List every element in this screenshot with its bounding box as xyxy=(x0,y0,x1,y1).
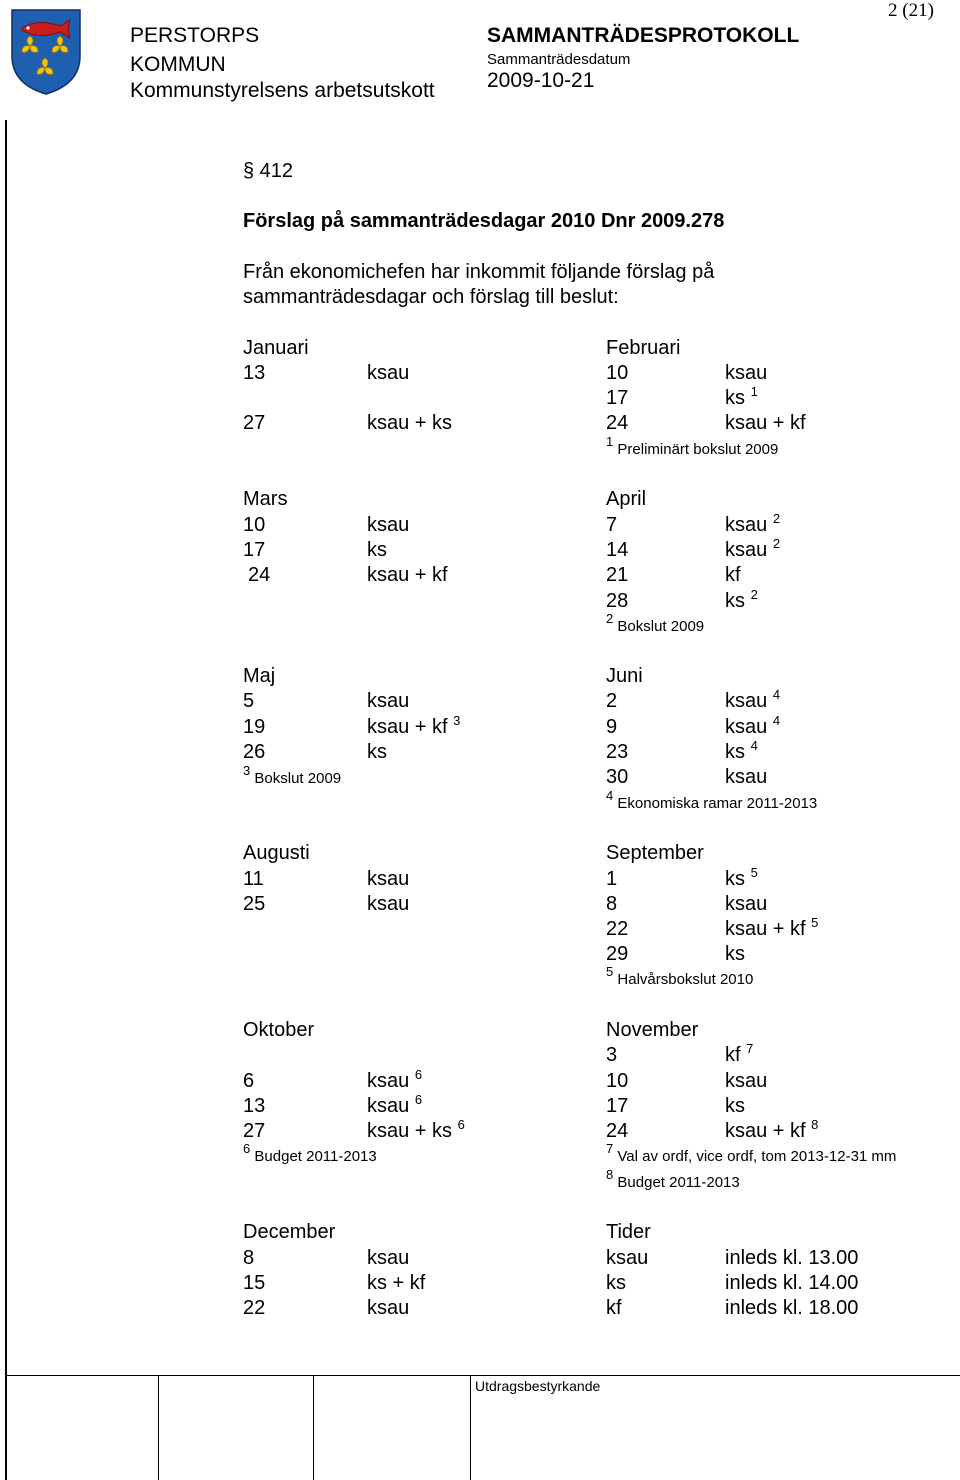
intro-text-line2: sammanträdesdagar och förslag till beslut: xyxy=(243,286,619,308)
date-day: 27 xyxy=(243,1120,266,1142)
footer-divider-2 xyxy=(313,1375,314,1480)
meeting-body: kf xyxy=(606,1297,622,1319)
footer-line xyxy=(5,1375,960,1376)
date-day: 28 xyxy=(606,590,629,612)
date-day: 22 xyxy=(606,918,629,940)
date-day: 14 xyxy=(606,539,629,561)
month-maj: Maj xyxy=(243,665,276,687)
date-day: 29 xyxy=(606,943,629,965)
meeting-type: ksau $^6$ xyxy=(367,1067,423,1092)
date-day: 24 xyxy=(606,1120,629,1142)
meeting-type: ksau $^6$ xyxy=(367,1092,423,1117)
footer-divider-3 xyxy=(470,1375,471,1480)
date-day: 24 xyxy=(248,564,271,586)
meeting-type: ks + kf xyxy=(367,1272,426,1294)
meeting-type: ksau + kf xyxy=(367,564,448,586)
date-day: 26 xyxy=(243,741,266,763)
start-time: inleds kl. 18.00 xyxy=(725,1297,859,1319)
date-day: 10 xyxy=(243,514,266,536)
meeting-type: ksau $^4$ xyxy=(725,713,781,738)
meeting-type: ksau xyxy=(367,362,410,384)
meeting-type: ksau xyxy=(367,514,410,536)
org-name-line2: KOMMUN xyxy=(130,53,226,76)
meeting-type: ksau + kf $^8$ xyxy=(725,1117,819,1142)
meeting-body: ks xyxy=(606,1272,626,1294)
date-day: 10 xyxy=(606,362,629,384)
date-day: 9 xyxy=(606,716,618,738)
start-time: inleds kl. 13.00 xyxy=(725,1247,859,1269)
date-day: 11 xyxy=(243,868,264,890)
meeting-type: kf $^7$ xyxy=(725,1041,754,1066)
section-title: Förslag på sammanträdesdagar 2010 Dnr 2009.278 xyxy=(243,210,725,232)
date-day: 15 xyxy=(243,1272,266,1294)
month-april: April xyxy=(606,488,647,510)
month-oktober: Oktober xyxy=(243,1019,315,1041)
footnote: $^3$ Bokslut 2009 xyxy=(243,763,342,787)
meeting-type: ksau + kf $^5$ xyxy=(725,915,819,940)
start-time: inleds kl. 14.00 xyxy=(725,1272,859,1294)
meeting-type: ksau $^2$ xyxy=(725,511,781,536)
meeting-type: ks $^4$ xyxy=(725,738,758,763)
meeting-type: ks xyxy=(367,741,387,763)
footer-divider-1 xyxy=(158,1375,159,1480)
meeting-type: ksau + ks $^6$ xyxy=(367,1117,465,1142)
date-label: Sammanträdesdatum xyxy=(487,51,631,68)
meeting-type: ksau xyxy=(725,362,768,384)
meeting-body: ksau xyxy=(606,1247,649,1269)
date-day: 5 xyxy=(243,690,255,712)
month-februari: Februari xyxy=(606,337,681,359)
meeting-date: 2009-10-21 xyxy=(487,69,595,92)
meeting-type: ksau + kf $^3$ xyxy=(367,713,461,738)
date-day: 13 xyxy=(243,1095,266,1117)
date-day: 24 xyxy=(606,412,629,434)
date-day: 7 xyxy=(606,514,618,536)
date-day: 30 xyxy=(606,766,629,788)
month-mars: Mars xyxy=(243,488,288,510)
month-december: December xyxy=(243,1221,336,1243)
date-day: 22 xyxy=(243,1297,266,1319)
date-day: 17 xyxy=(606,387,629,409)
month-januari: Januari xyxy=(243,337,309,359)
meeting-type: ksau $^2$ xyxy=(725,536,781,561)
meeting-type: ks $^1$ xyxy=(725,384,758,409)
date-day: 1 xyxy=(606,868,618,890)
date-day: 17 xyxy=(606,1095,629,1117)
date-day: 6 xyxy=(243,1070,255,1092)
meeting-type: ksau + kf xyxy=(725,412,806,434)
month-augusti: Augusti xyxy=(243,842,310,864)
date-day: 27 xyxy=(243,412,266,434)
date-day: 19 xyxy=(243,716,266,738)
page-number: 2 (21) xyxy=(888,0,934,21)
document-title: SAMMANTRÄDESPROTOKOLL xyxy=(487,24,800,47)
date-day: 10 xyxy=(606,1070,629,1092)
footnote: $^2$ Bokslut 2009 xyxy=(606,611,705,635)
org-name-line1: PERSTORPS xyxy=(130,24,260,47)
footnote: $^8$ Budget 2011-2013 xyxy=(606,1167,740,1191)
meeting-type: kf xyxy=(725,564,741,586)
committee-name: Kommunstyrelsens arbetsutskott xyxy=(130,79,435,102)
date-day: 3 xyxy=(606,1044,618,1066)
meeting-type: ks xyxy=(367,539,387,561)
paragraph-number: § 412 xyxy=(243,160,294,182)
left-margin-line xyxy=(5,120,7,1480)
meeting-type: ks xyxy=(725,1095,745,1117)
month-juni: Juni xyxy=(606,665,643,687)
meeting-type: ks xyxy=(725,943,745,965)
date-day: 8 xyxy=(243,1247,255,1269)
date-day: 21 xyxy=(606,564,629,586)
meeting-type: ksau $^4$ xyxy=(725,687,781,712)
footnote: $^6$ Budget 2011-2013 xyxy=(243,1141,377,1165)
month-november: November xyxy=(606,1019,699,1041)
date-day: 8 xyxy=(606,893,618,915)
meeting-type: ksau xyxy=(725,893,768,915)
meeting-type: ksau xyxy=(367,893,410,915)
month-september: September xyxy=(606,842,704,864)
times-heading: Tider xyxy=(606,1221,651,1243)
date-day: 2 xyxy=(606,690,618,712)
footnote: $^1$ Preliminärt bokslut 2009 xyxy=(606,434,779,458)
meeting-type: ksau xyxy=(367,868,410,890)
meeting-type: ksau + ks xyxy=(367,412,453,434)
date-day: 17 xyxy=(243,539,266,561)
meeting-type: ks $^2$ xyxy=(725,587,758,612)
date-day: 23 xyxy=(606,741,629,763)
meeting-type: ksau xyxy=(725,766,768,788)
footer-label: Utdragsbestyrkande xyxy=(475,1378,601,1394)
footnote: $^4$ Ekonomiska ramar 2011-2013 xyxy=(606,788,818,812)
intro-text-line1: Från ekonomichefen har inkommit följande förslag på xyxy=(243,261,715,283)
footnote: $^5$ Halvårsbokslut 2010 xyxy=(606,964,754,988)
date-day: 25 xyxy=(243,893,266,915)
meeting-type: ksau xyxy=(367,1297,410,1319)
meeting-type: ks $^5$ xyxy=(725,865,758,890)
footnote: $^7$ Val av ordf, vice ordf, tom 2013-12-31 mm xyxy=(606,1141,897,1165)
coat-of-arms-icon xyxy=(8,6,84,96)
date-day: 13 xyxy=(243,362,266,384)
meeting-type: ksau xyxy=(367,690,410,712)
meeting-type: ksau xyxy=(725,1070,768,1092)
meeting-type: ksau xyxy=(367,1247,410,1269)
